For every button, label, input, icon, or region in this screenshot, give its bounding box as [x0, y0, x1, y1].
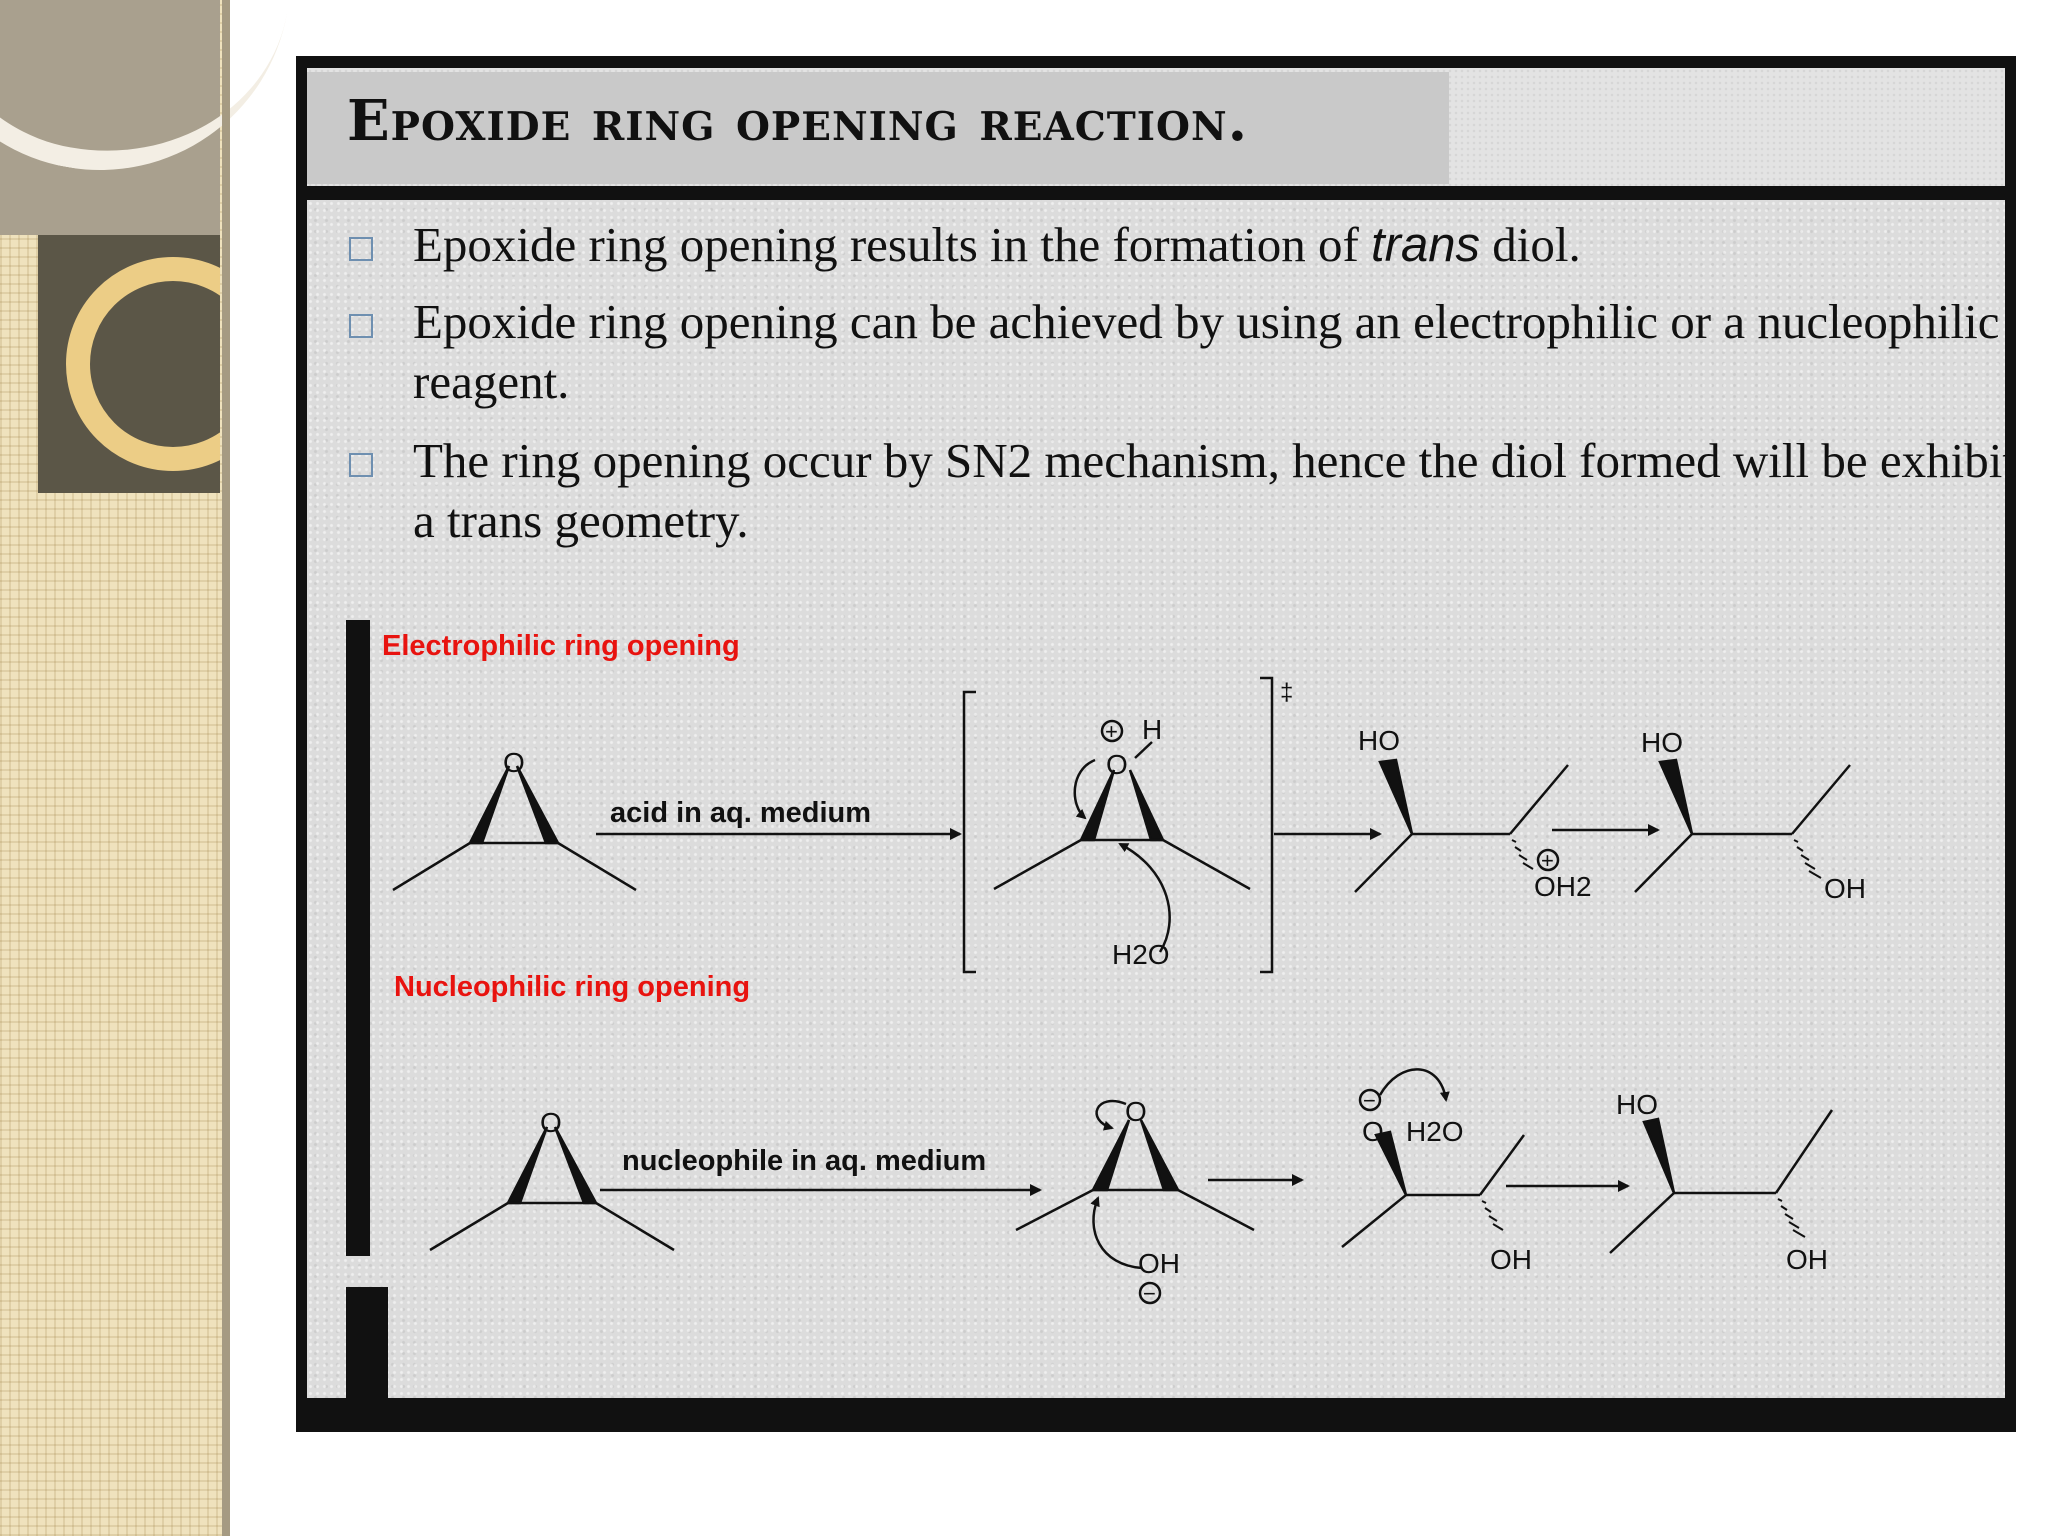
bullet-emphasis: trans — [1371, 218, 1480, 272]
square-bullet-icon — [349, 314, 373, 338]
alkoxide-oxygen-label: O — [1362, 1116, 1384, 1147]
decorative-ring — [66, 257, 220, 471]
minus-charge: − — [1143, 1281, 1156, 1306]
water-label: H2O — [1112, 939, 1170, 970]
bullet-text: The ring opening occur by SN2 mechanism, hence the diol formed will be exhibit a trans geometry. — [413, 433, 2016, 548]
hydroxyl-label: HO — [1358, 725, 1400, 756]
decorative-block-ring — [38, 235, 220, 493]
bracket-left — [964, 692, 976, 972]
bullet-item — [349, 292, 2000, 409]
protonated-oxygen-label: O — [1106, 749, 1128, 780]
nucleophilic-heading: Nucleophilic ring opening — [394, 971, 751, 1003]
square-bullet-icon — [349, 453, 373, 477]
trans-diol-product — [1635, 760, 1850, 892]
slide-title: Epoxide ring opening reaction. — [347, 88, 1249, 154]
epoxide-structure — [393, 766, 636, 890]
oxygen-label: O — [503, 747, 525, 778]
minus-charge: − — [1363, 1088, 1376, 1113]
vertical-divider — [222, 0, 230, 1536]
epoxide-attack-structure — [1016, 1101, 1254, 1303]
bullet-item — [349, 215, 1581, 272]
hydroxyl-label: OH — [1824, 873, 1866, 904]
bullet-item — [349, 431, 2016, 548]
oxygen-label: O — [540, 1107, 562, 1138]
square-bullet-icon — [349, 237, 373, 261]
bullet-text — [413, 215, 2033, 275]
trans-diol-product — [1610, 1110, 1832, 1253]
reaction-scheme — [340, 600, 2004, 1400]
electrophilic-heading: Electrophilic ring opening — [382, 630, 740, 662]
bracket-right — [1260, 678, 1272, 972]
bullet-text-part: diol. — [1479, 217, 1581, 272]
transition-state-dagger: ‡ — [1280, 679, 1294, 706]
oxonium-label: OH2 — [1534, 871, 1592, 902]
hydroxyl-label: HO — [1616, 1089, 1658, 1120]
reagent-label: acid in aq. medium — [610, 797, 872, 829]
water-label: H2O — [1406, 1116, 1464, 1147]
bullet-text-part: Epoxide ring opening results in the formation of — [413, 217, 1372, 272]
reagent-label: nucleophile in aq. medium — [622, 1145, 987, 1177]
hydroxyl-label: OH — [1786, 1244, 1828, 1275]
hydroxyl-label: HO — [1641, 727, 1683, 758]
hydroxide-label: OH — [1138, 1248, 1180, 1279]
oxygen-label: O — [1125, 1096, 1147, 1127]
plus-charge: + — [1541, 848, 1554, 873]
hydrogen-label: H — [1142, 714, 1163, 745]
plus-charge: + — [1105, 719, 1118, 744]
bullet-text: Epoxide ring opening can be achieved by using an electrophilic or a nucleophilic reagent. — [413, 294, 2000, 409]
hydroxyl-label: OH — [1490, 1244, 1532, 1275]
